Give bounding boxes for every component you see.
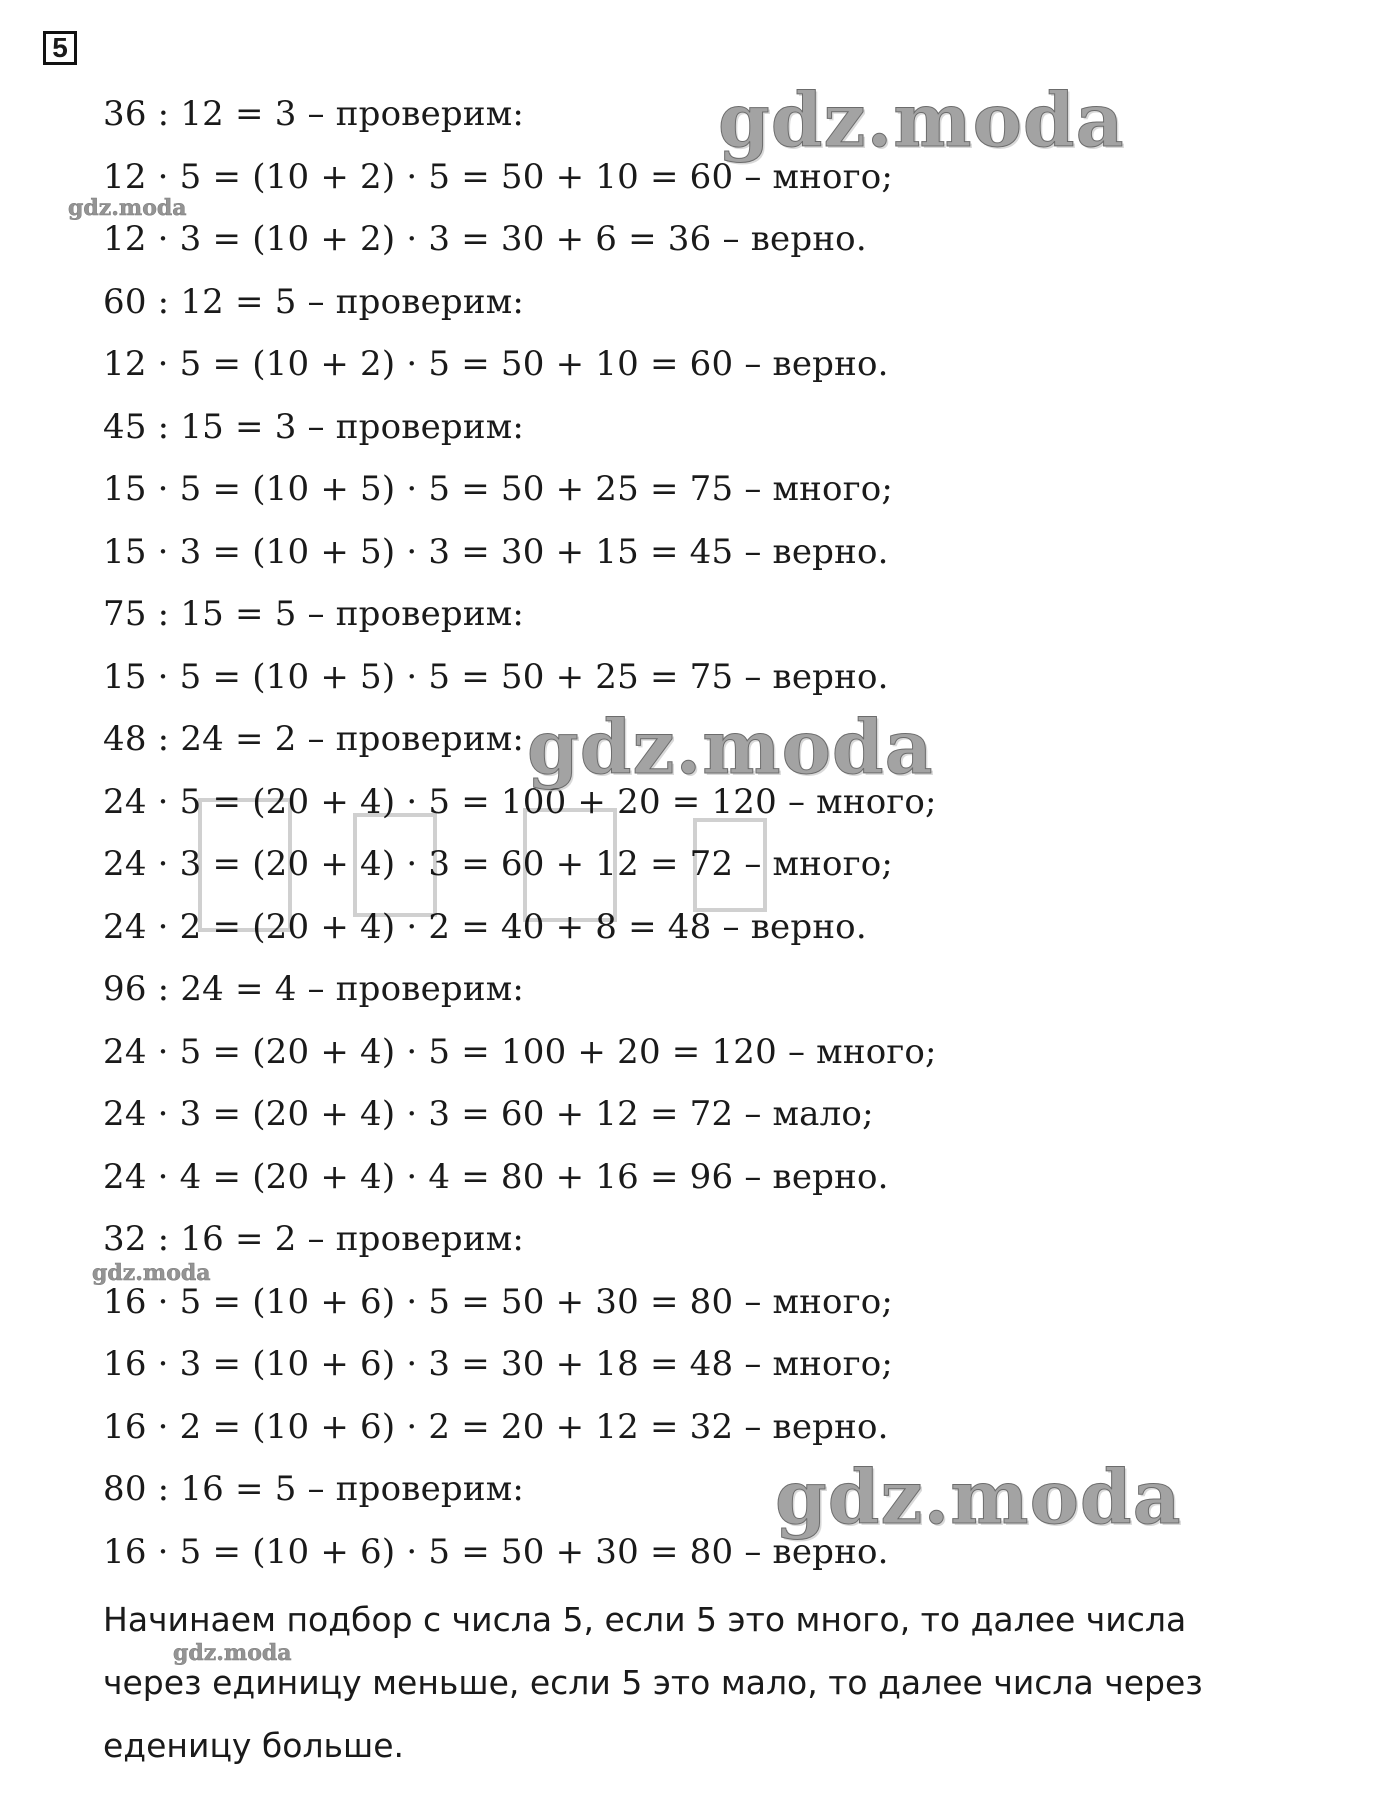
solution-line: 24 · 3 = (20 + 4) · 3 = 60 + 12 = 72 – много; — [103, 844, 894, 884]
solution-line: 32 : 16 = 2 – проверим: — [103, 1219, 525, 1259]
solution-line: 15 · 5 = (10 + 5) · 5 = 50 + 25 = 75 – верно. — [103, 656, 889, 697]
task-number-box: 5 — [43, 31, 77, 65]
watermark-middle: gdz.moda — [527, 705, 934, 791]
solution-line: 15 · 5 = (10 + 5) · 5 = 50 + 25 = 75 – много; — [103, 469, 894, 509]
solution-line: 12 · 3 = (10 + 2) · 3 = 30 + 6 = 36 – верно. — [103, 219, 867, 259]
solution-line: 12 · 5 = (10 + 2) · 5 = 50 + 10 = 60 – верно. — [103, 344, 889, 384]
conclusion-paragraph — [103, 1588, 1303, 1777]
watermark-small-top: gdz.moda — [68, 195, 187, 221]
solution-line: 80 : 16 = 5 – проверим: — [103, 1469, 525, 1509]
solution-line: 24 · 4 = (20 + 4) · 4 = 80 + 16 = 96 – верно. — [103, 1156, 889, 1197]
solution-line: 96 : 24 = 4 – проверим: — [103, 969, 525, 1009]
solution-line: 24 · 2 = (20 + 4) · 2 = 40 + 8 = 48 – верно. — [103, 906, 867, 947]
watermark-bottom: gdz.moda — [775, 1455, 1182, 1541]
solution-line: 45 : 15 = 3 – проверим: — [103, 406, 525, 447]
faint-background-artifact — [195, 795, 915, 935]
watermark-top: gdz.moda — [718, 78, 1125, 164]
solution-line: 12 · 5 = (10 + 2) · 5 = 50 + 10 = 60 – много; — [103, 156, 894, 197]
solution-line: 24 · 5 = (20 + 4) · 5 = 100 + 20 = 120 – много; — [103, 781, 937, 822]
solution-line: 16 · 3 = (10 + 6) · 3 = 30 + 18 = 48 – много; — [103, 1344, 894, 1384]
solution-line: 16 · 5 = (10 + 6) · 5 = 50 + 30 = 80 – верно. — [103, 1531, 889, 1572]
solution-line: 75 : 15 = 5 – проверим: — [103, 594, 525, 634]
solution-line: 48 : 24 = 2 – проверим: — [103, 719, 525, 759]
conclusion-line: через единицу меньше, если 5 это мало, то далее числа через — [103, 1663, 1203, 1702]
solution-line: 24 · 3 = (20 + 4) · 3 = 60 + 12 = 72 – мало; — [103, 1094, 874, 1134]
conclusion-line: еденицу больше. — [103, 1726, 404, 1765]
solution-line: 15 · 3 = (10 + 5) · 3 = 30 + 15 = 45 – верно. — [103, 531, 889, 572]
solution-line: 16 · 2 = (10 + 6) · 2 = 20 + 12 = 32 – верно. — [103, 1406, 889, 1447]
watermark-small-middle: gdz.moda — [92, 1260, 211, 1286]
watermark-small-bottom: gdz.moda — [173, 1640, 292, 1666]
conclusion-line: Начинаем подбор с числа 5, если 5 это много, то далее числа — [103, 1600, 1187, 1639]
solution-line: 36 : 12 = 3 – проверим: — [103, 94, 525, 134]
solution-line: 60 : 12 = 5 – проверим: — [103, 281, 525, 322]
solution-line: 16 · 5 = (10 + 6) · 5 = 50 + 30 = 80 – много; — [103, 1281, 894, 1322]
solution-line: 24 · 5 = (20 + 4) · 5 = 100 + 20 = 120 – много; — [103, 1031, 937, 1072]
